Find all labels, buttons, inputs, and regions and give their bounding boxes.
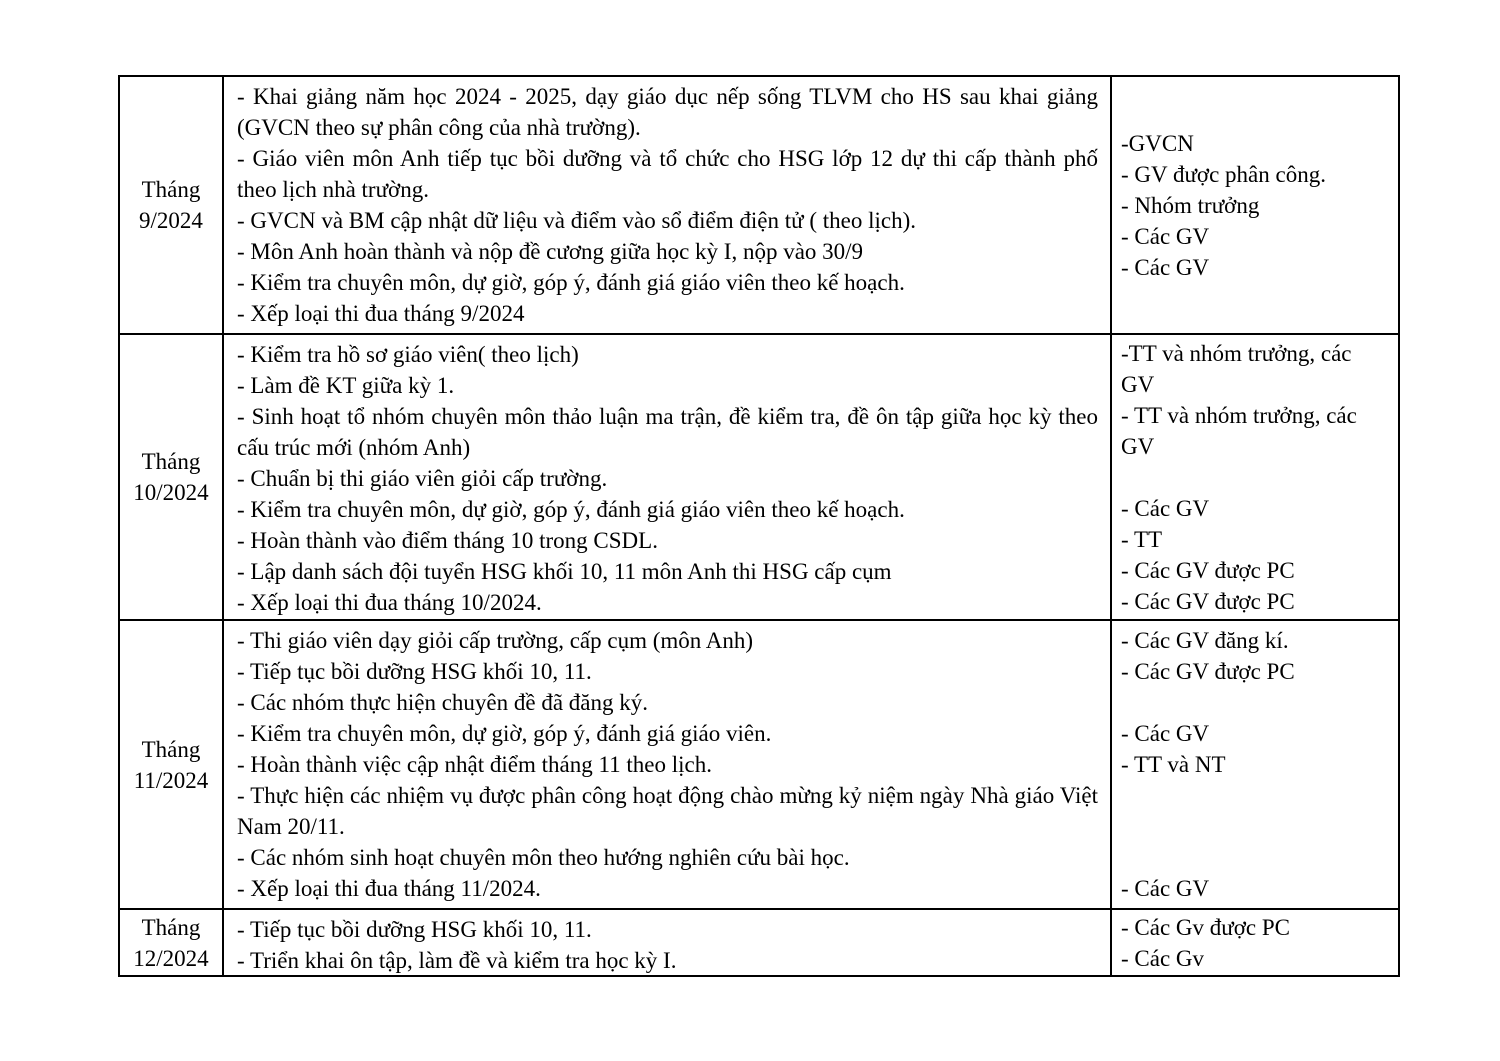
responsible-line: - Nhóm trưởng	[1121, 192, 1260, 218]
table-row	[120, 619, 1398, 908]
table-row	[120, 333, 1398, 619]
tasks-cell	[224, 910, 1110, 975]
responsible-line: - Các GV	[1121, 254, 1210, 280]
month-label-line: Tháng	[141, 449, 201, 474]
task-item: - Kiểm tra hồ sơ giáo viên( theo lịch)	[237, 342, 579, 367]
month-label-line: 12/2024	[133, 945, 209, 971]
task-item: - Hoàn thành vào điểm tháng 10 trong CSDL.	[237, 528, 658, 553]
tasks-cell	[224, 621, 1110, 908]
month-cell	[120, 621, 224, 908]
task-item: - Tiếp tục bồi dưỡng HSG khối 10, 11.	[237, 659, 592, 684]
task-item: - Kiểm tra chuyên môn, dự giờ, góp ý, đánh giá giáo viên theo kế hoạch.	[237, 497, 905, 522]
tasks-cell	[224, 335, 1110, 619]
responsible-line: - TT	[1121, 526, 1163, 552]
responsible-line: - Các GV	[1121, 495, 1210, 521]
task-item: - Xếp loại thi đua tháng 10/2024.	[237, 590, 542, 615]
responsible-line: -GVCN	[1121, 130, 1194, 156]
task-item: - Các nhóm thực hiện chuyên đề đã đăng ký.	[237, 690, 649, 715]
task-item: - Kiểm tra chuyên môn, dự giờ, góp ý, đánh giá giáo viên theo kế hoạch.	[237, 270, 905, 295]
responsible-line: - Các GV được PC	[1121, 557, 1295, 583]
month-label-line: 9/2024	[139, 208, 203, 233]
responsible-line: - TT và nhóm trưởng, các	[1121, 402, 1357, 428]
responsible-line: - Các GV đăng kí.	[1121, 628, 1289, 653]
month-label-line: Tháng	[141, 177, 201, 202]
task-item: - Triển khai ôn tập, làm đề và kiểm tra học kỳ I.	[237, 948, 677, 973]
responsible-line: - Các GV được PC	[1121, 659, 1295, 684]
task-item: - Môn Anh hoàn thành và nộp đề cương giữa học kỳ I, nộp vào 30/9	[237, 239, 864, 264]
table-row	[120, 77, 1398, 333]
responsible-line	[1121, 811, 1392, 842]
month-cell	[120, 335, 224, 619]
responsible-cell	[1110, 335, 1398, 619]
responsible-line	[1121, 462, 1392, 493]
responsible-line: GV	[1121, 433, 1155, 459]
responsible-cell	[1110, 77, 1398, 333]
responsible-line: - Các Gv	[1121, 945, 1205, 971]
task-item: - Thực hiện các nhiệm vụ được phân công hoạt động chào mừng kỷ niệm ngày Nhà giáo Việt Nam 20/11.	[237, 783, 1098, 839]
responsible-line: - Các GV được PC	[1121, 588, 1295, 614]
task-item: - Kiểm tra chuyên môn, dự giờ, góp ý, đánh giá giáo viên.	[237, 721, 772, 746]
responsible-line	[1121, 780, 1392, 811]
responsible-line: - Các GV	[1121, 721, 1210, 746]
task-item: - Khai giảng năm học 2024 - 2025, dạy giáo dục nếp sống TLVM cho HS sau khai giảng (GVCN theo sự phân công của nhà trường).	[237, 84, 1098, 140]
responsible-line: - GV được phân công.	[1121, 161, 1326, 187]
responsible-line: - Các Gv được PC	[1121, 914, 1290, 940]
responsible-line: - Các GV	[1121, 876, 1210, 901]
task-item: - Hoàn thành việc cập nhật điểm tháng 11 theo lịch.	[237, 752, 712, 777]
responsible-line: -TT và nhóm trưởng, các	[1121, 340, 1352, 366]
month-label-line: Tháng	[141, 736, 201, 762]
month-label-line: 10/2024	[133, 480, 209, 505]
task-item: - Sinh hoạt tổ nhóm chuyên môn thảo luận ma trận, đề kiểm tra, đề ôn tập giữa học kỳ theo cấu trúc mới (nhóm Anh)	[237, 404, 1098, 460]
responsible-cell	[1110, 910, 1398, 975]
month-label-line: 11/2024	[133, 767, 209, 793]
task-item: - Thi giáo viên dạy giỏi cấp trường, cấp cụm (môn Anh)	[237, 628, 754, 653]
responsible-line: GV	[1121, 371, 1155, 397]
table-row	[120, 908, 1398, 975]
responsible-line: - Các GV	[1121, 223, 1210, 249]
responsible-cell	[1110, 621, 1398, 908]
task-item: - Xếp loại thi đua tháng 9/2024	[237, 301, 525, 326]
responsible-line: - TT và NT	[1121, 752, 1226, 777]
month-cell	[120, 77, 224, 333]
month-label-line: Tháng	[141, 914, 201, 940]
task-item: - Các nhóm sinh hoạt chuyên môn theo hướng nghiên cứu bài học.	[237, 845, 850, 870]
task-item: - GVCN và BM cập nhật dữ liệu và điểm vào sổ điểm điện tử ( theo lịch).	[237, 208, 917, 233]
task-item: - Lập danh sách đội tuyển HSG khối 10, 11 môn Anh thi HSG cấp cụm	[237, 559, 892, 584]
task-item: - Xếp loại thi đua tháng 11/2024.	[237, 876, 541, 901]
month-cell	[120, 910, 224, 975]
responsible-line	[1121, 687, 1392, 718]
task-item: - Chuẩn bị thi giáo viên giỏi cấp trường.	[237, 466, 608, 491]
tasks-cell	[224, 77, 1110, 333]
task-item: - Giáo viên môn Anh tiếp tục bồi dưỡng và tổ chức cho HSG lớp 12 dự thi cấp thành phố theo lịch nhà trường.	[237, 146, 1098, 202]
task-item: - Tiếp tục bồi dưỡng HSG khối 10, 11.	[237, 917, 592, 942]
responsible-line	[1121, 842, 1392, 873]
task-item: - Làm đề KT giữa kỳ 1.	[237, 373, 455, 398]
monthly-activity-plan-table	[118, 75, 1400, 977]
